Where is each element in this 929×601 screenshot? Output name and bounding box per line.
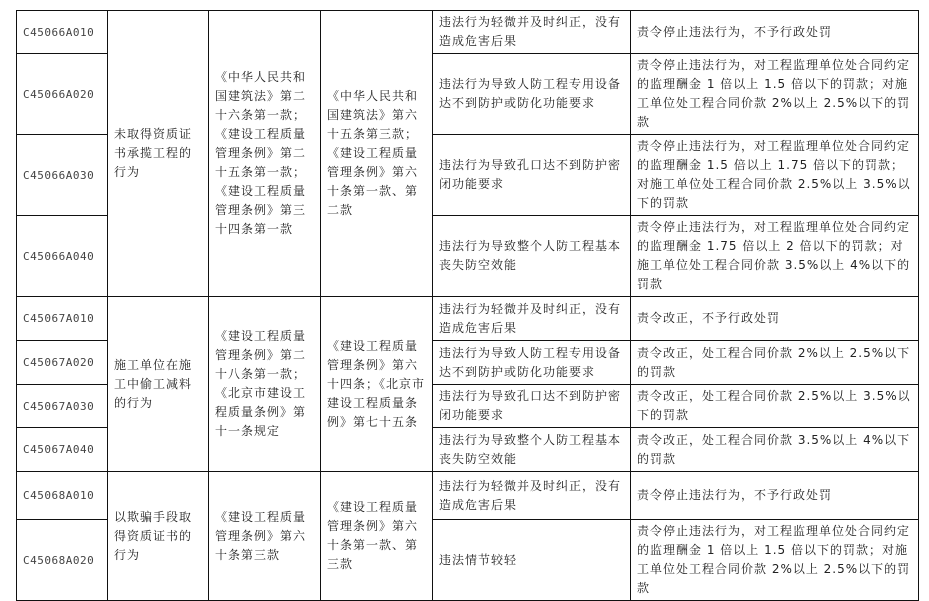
penalty-basis-cell: 《建设工程质量管理条例》第六十条第一款、第三款	[321, 472, 433, 601]
circumstance-cell: 违法情节较轻	[433, 520, 631, 601]
code-cell: C45066A030	[17, 135, 108, 216]
penalty-cell: 责令改正，处工程合同价款 2.5%以上 3.5%以下的罚款	[631, 385, 919, 428]
code-cell: C45066A010	[17, 11, 108, 54]
circumstance-cell: 违法行为导致整个人防工程基本丧失防空效能	[433, 216, 631, 297]
table-row	[17, 472, 919, 520]
penalty-cell: 责令改正，不予行政处罚	[631, 297, 919, 341]
behavior-cell: 以欺骗手段取得资质证书的行为	[108, 472, 209, 601]
violation-basis-cell: 《建设工程质量管理条例》第六十条第三款	[209, 472, 321, 601]
circumstance-cell: 违法行为导致人防工程专用设备达不到防护或防化功能要求	[433, 54, 631, 135]
table-row	[17, 297, 919, 341]
penalty-standard-table	[16, 10, 919, 601]
circumstance-cell: 违法行为轻微并及时纠正，没有造成危害后果	[433, 11, 631, 54]
code-cell: C45067A030	[17, 385, 108, 428]
code-cell: C45066A040	[17, 216, 108, 297]
code-cell: C45067A020	[17, 341, 108, 385]
violation-basis-cell: 《建设工程质量管理条例》第二十八条第一款；《北京市建设工程质量条例》第十一条规定	[209, 297, 321, 472]
penalty-cell: 责令停止违法行为，对工程监理单位处合同约定的监理酬金 1 倍以上 1.5 倍以下的罚款；对施工单位处工程合同价款 2%以上 2.5%以下的罚款	[631, 520, 919, 601]
code-cell: C45066A020	[17, 54, 108, 135]
behavior-cell: 施工单位在施工中偷工减料的行为	[108, 297, 209, 472]
circumstance-cell: 违法行为导致人防工程专用设备达不到防护或防化功能要求	[433, 341, 631, 385]
circumstance-cell: 违法行为轻微并及时纠正，没有造成危害后果	[433, 472, 631, 520]
penalty-cell: 责令停止违法行为，不予行政处罚	[631, 472, 919, 520]
code-cell: C45068A020	[17, 520, 108, 601]
penalty-cell: 责令停止违法行为，对工程监理单位处合同约定的监理酬金 1.75 倍以上 2 倍以下的罚款；对施工单位处工程合同价款 3.5%以上 4%以下的罚款	[631, 216, 919, 297]
circumstance-cell: 违法行为导致孔口达不到防护密闭功能要求	[433, 135, 631, 216]
code-cell: C45068A010	[17, 472, 108, 520]
penalty-basis-cell: 《中华人民共和国建筑法》第六十五条第三款；《建设工程质量管理条例》第六十条第一款、第二款	[321, 11, 433, 297]
behavior-cell: 未取得资质证书承揽工程的行为	[108, 11, 209, 297]
table-row	[17, 11, 919, 54]
penalty-cell: 责令停止违法行为，对工程监理单位处合同约定的监理酬金 1.5 倍以上 1.75 倍以下的罚款；对施工单位处工程合同价款 2.5%以上 3.5%以下的罚款	[631, 135, 919, 216]
penalty-cell: 责令停止违法行为，不予行政处罚	[631, 11, 919, 54]
circumstance-cell: 违法行为导致孔口达不到防护密闭功能要求	[433, 385, 631, 428]
violation-basis-cell: 《中华人民共和国建筑法》第二十六条第一款；《建设工程质量管理条例》第二十五条第一款；《建设工程质量管理条例》第三十四条第一款	[209, 11, 321, 297]
code-cell: C45067A010	[17, 297, 108, 341]
penalty-cell: 责令停止违法行为，对工程监理单位处合同约定的监理酬金 1 倍以上 1.5 倍以下的罚款；对施工单位处工程合同价款 2%以上 2.5%以下的罚款	[631, 54, 919, 135]
circumstance-cell: 违法行为导致整个人防工程基本丧失防空效能	[433, 428, 631, 472]
penalty-basis-cell: 《建设工程质量管理条例》第六十四条；《北京市建设工程质量条例》第七十五条	[321, 297, 433, 472]
circumstance-cell: 违法行为轻微并及时纠正，没有造成危害后果	[433, 297, 631, 341]
penalty-cell: 责令改正，处工程合同价款 3.5%以上 4%以下的罚款	[631, 428, 919, 472]
code-cell: C45067A040	[17, 428, 108, 472]
penalty-cell: 责令改正，处工程合同价款 2%以上 2.5%以下的罚款	[631, 341, 919, 385]
